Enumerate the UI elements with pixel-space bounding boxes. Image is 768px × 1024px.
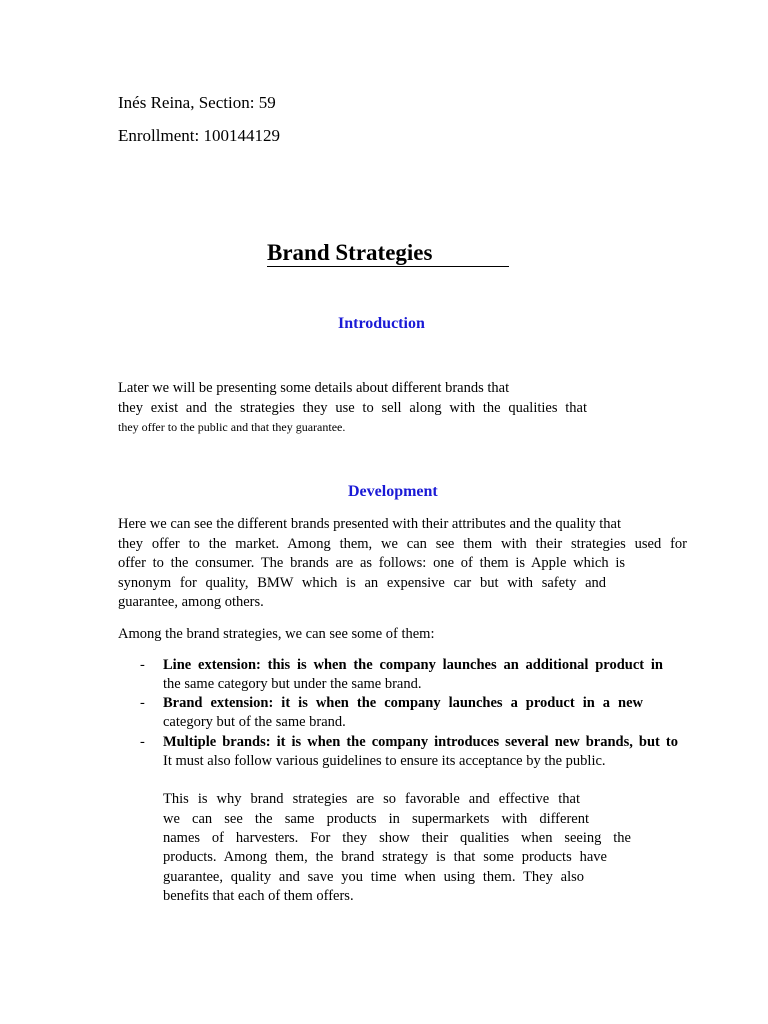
intro-line-3: they offer to the public and that they guarantee. [118, 420, 346, 434]
closing-line-4: products. Among them, the brand strategy is that some products have [163, 849, 607, 865]
bullet-1-line-1: Line extension: this is when the company launches an additional product in [163, 657, 663, 673]
bullet-marker-3: - [140, 734, 145, 750]
intro-line-2: they exist and the strategies they use to sell along with the qualities that [118, 400, 587, 416]
closing-line-5: guarantee, quality and save you time when using them. They also [163, 869, 584, 885]
bullet-1-line-2: the same category but under the same brand. [163, 676, 422, 692]
closing-line-1: This is why brand strategies are so favorable and effective that [163, 791, 580, 807]
bullet-marker-1: - [140, 657, 145, 673]
dev-paragraph-line-1: Here we can see the different brands presented with their attributes and the quality that [118, 516, 622, 532]
development-heading: Development [348, 483, 438, 500]
strategies-intro: Among the brand strategies, we can see some of them: [118, 626, 435, 642]
bullet-marker-2: - [140, 695, 145, 711]
enrollment-line: Enrollment: 100144129 [118, 126, 280, 145]
closing-line-3: names of harvesters. For they show their qualities when seeing the [163, 830, 631, 846]
document-title: Brand Strategies [267, 239, 509, 267]
dev-paragraph-line-3: offer to the consumer. The brands are as follows: one of them is Apple which is [118, 555, 625, 571]
closing-line-2: we can see the same products in supermarkets with different [163, 811, 589, 827]
bullet-3-line-1: Multiple brands: it is when the company introduces several new brands, but to [163, 734, 678, 750]
intro-line-1: Later we will be presenting some details about different brands that [118, 380, 510, 396]
closing-line-6: benefits that each of them offers. [163, 888, 354, 904]
dev-paragraph-line-2: they offer to the market. Among them, we can see them with their strategies used for [118, 536, 687, 552]
dev-paragraph-line-5: guarantee, among others. [118, 594, 264, 610]
bullet-2-line-2: category but of the same brand. [163, 714, 346, 730]
bullet-2-line-1: Brand extension: it is when the company launches a product in a new [163, 695, 643, 711]
dev-paragraph-line-4: synonym for quality, BMW which is an expensive car but with safety and [118, 575, 606, 591]
author-section-line: Inés Reina, Section: 59 [118, 93, 276, 112]
introduction-heading: Introduction [338, 315, 425, 332]
bullet-3-line-2: It must also follow various guidelines to ensure its acceptance by the public. [163, 753, 606, 769]
